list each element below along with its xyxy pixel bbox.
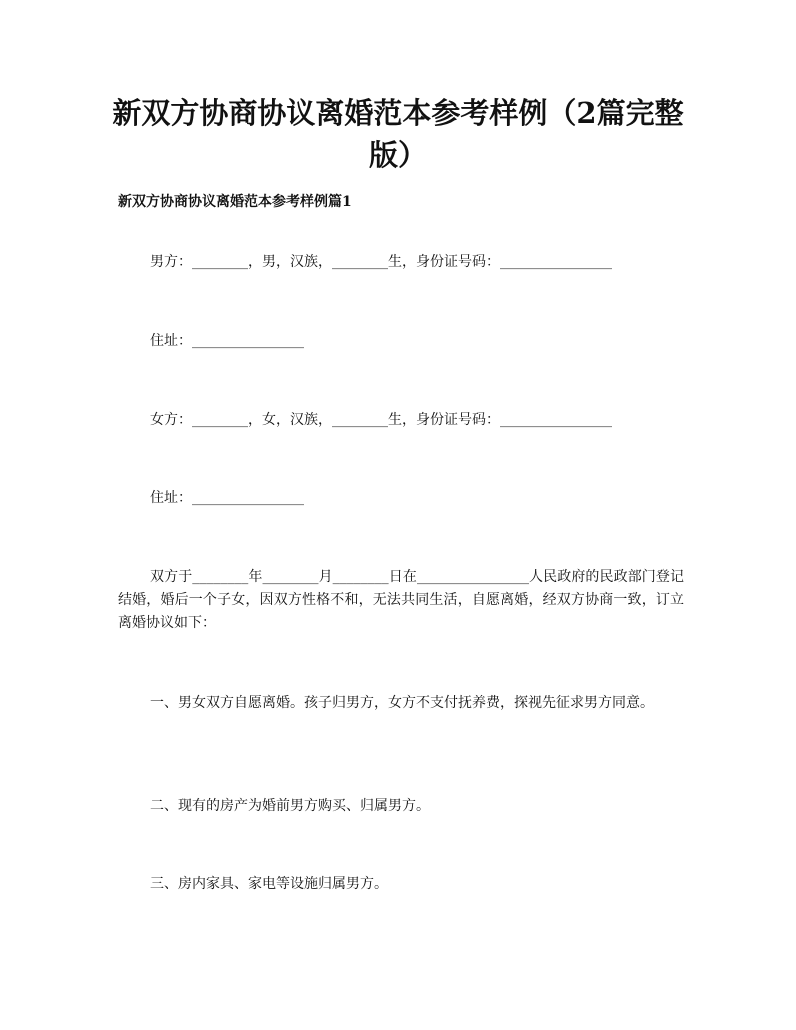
paragraph-clause-3: 三、房内家具、家电等设施归属男方。 (150, 876, 388, 892)
section-heading: 新双方协商协议离婚范本参考样例篇1 (118, 194, 352, 210)
paragraph-wife-info: 女方：________，女，汉族，________生，身份证号码：________________ (150, 412, 612, 428)
paragraph-husband-address: 住址：________________ (150, 333, 304, 349)
paragraph-husband-info: 男方：________，男，汉族，________生，身份证号码：________________ (150, 254, 612, 270)
paragraph-marriage-statement: 双方于________年________月________日在________________人民政府的民政部门登记结婚，婚后一个子女，因双方性格不和，无法共同生活，自愿离婚，经双方协商一致，订立离婚协议如下： (118, 569, 684, 631)
document-title: 新双方协商协议离婚范本参考样例（2篇完整版） (112, 96, 684, 172)
paragraph-wife-address: 住址：________________ (150, 490, 304, 506)
paragraph-clause-1: 一、男女双方自愿离婚。孩子归男方，女方不支付抚养费，探视先征求男方同意。 (150, 695, 654, 711)
paragraph-clause-2: 二、现有的房产为婚前男方购买、归属男方。 (150, 798, 430, 814)
